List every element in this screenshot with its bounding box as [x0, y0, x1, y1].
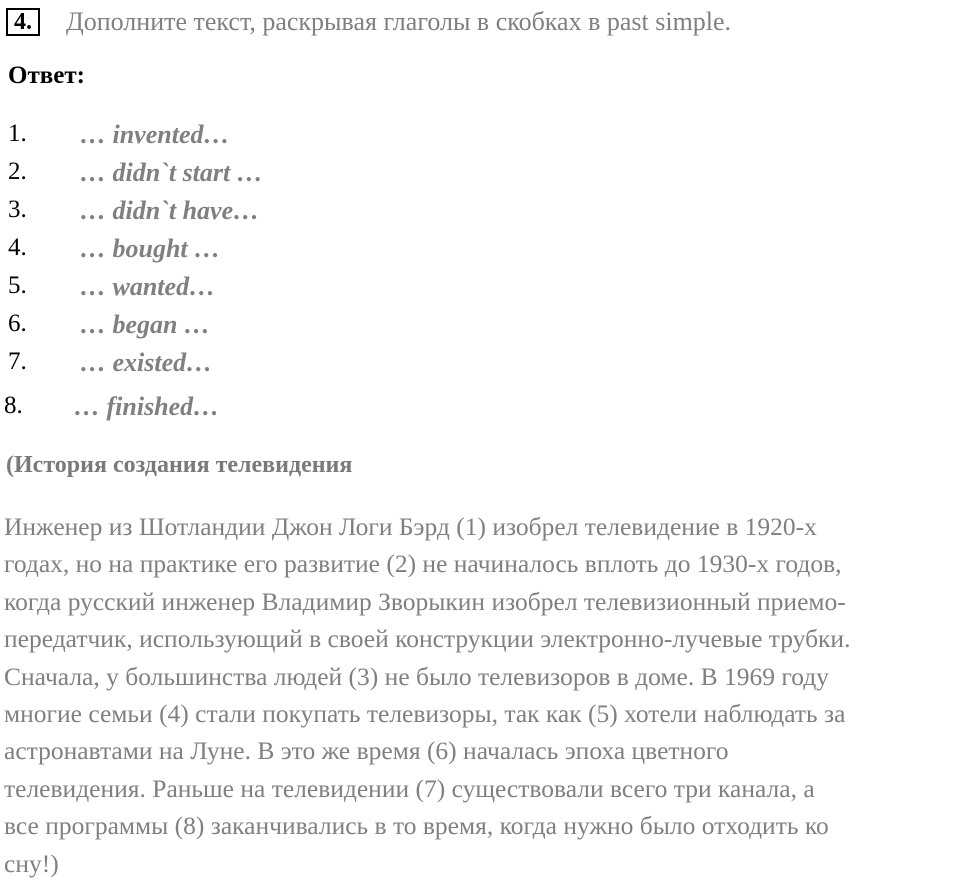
answer-number: 8.: [4, 392, 23, 419]
story-line: годах, но на практике его развитие (2) не начиналось вплоть до 1930-х годов,: [4, 549, 842, 579]
answer-text: … bought …: [80, 234, 221, 263]
answer-number: 6.: [8, 310, 27, 337]
answer-number: 1.: [8, 120, 27, 147]
answer-number: 4.: [8, 234, 27, 261]
story-line: Сначала, у большинства людей (3) не было телевизоров в доме. В 1969 году: [4, 661, 829, 691]
answer-text: … invented…: [80, 120, 230, 149]
answer-number: 7.: [8, 348, 27, 375]
answer-text: … began …: [80, 310, 210, 339]
story-line: астронавтами на Луне. В это же время (6) началась эпоха цветного: [4, 736, 729, 766]
task-number: 4.: [6, 8, 40, 36]
story-line: когда русский инженер Владимир Зворыкин изобрел телевизионный приемо-: [4, 586, 846, 616]
answer-text: … existed…: [80, 348, 213, 377]
story-line: телевидения. Раньше на телевидении (7) существовали всего три канала, а: [4, 773, 815, 803]
task-instruction: Дополните текст, раскрывая глаголы в скобках в past simple.: [66, 7, 732, 36]
story-line: Инженер из Шотландии Джон Логи Бэрд (1) изобрел телевидение в 1920-х: [4, 512, 817, 541]
answer-text: … didn`t start …: [80, 158, 263, 187]
story-line: передатчик, использующий в своей конструкции электронно-лучевые трубки.: [4, 624, 851, 654]
answer-text: … wanted…: [80, 272, 216, 301]
story-line: сну!): [4, 848, 59, 878]
answer-text: … finished…: [74, 392, 220, 421]
answer-number: 2.: [8, 158, 27, 185]
answer-label: Ответ:: [8, 62, 85, 89]
answer-number: 3.: [8, 196, 27, 223]
task-header: [6, 4, 731, 40]
story-title: (История создания телевидения: [6, 452, 353, 478]
story-line: многие семьи (4) стали покупать телевизоры, так как (5) хотели наблюдать за: [4, 699, 846, 729]
story-line: все программы (8) заканчивались в то время, когда нужно было отходить ко: [4, 811, 829, 841]
answer-number: 5.: [8, 272, 27, 299]
story-text: [4, 508, 958, 882]
answer-text: … didn`t have…: [80, 196, 260, 225]
